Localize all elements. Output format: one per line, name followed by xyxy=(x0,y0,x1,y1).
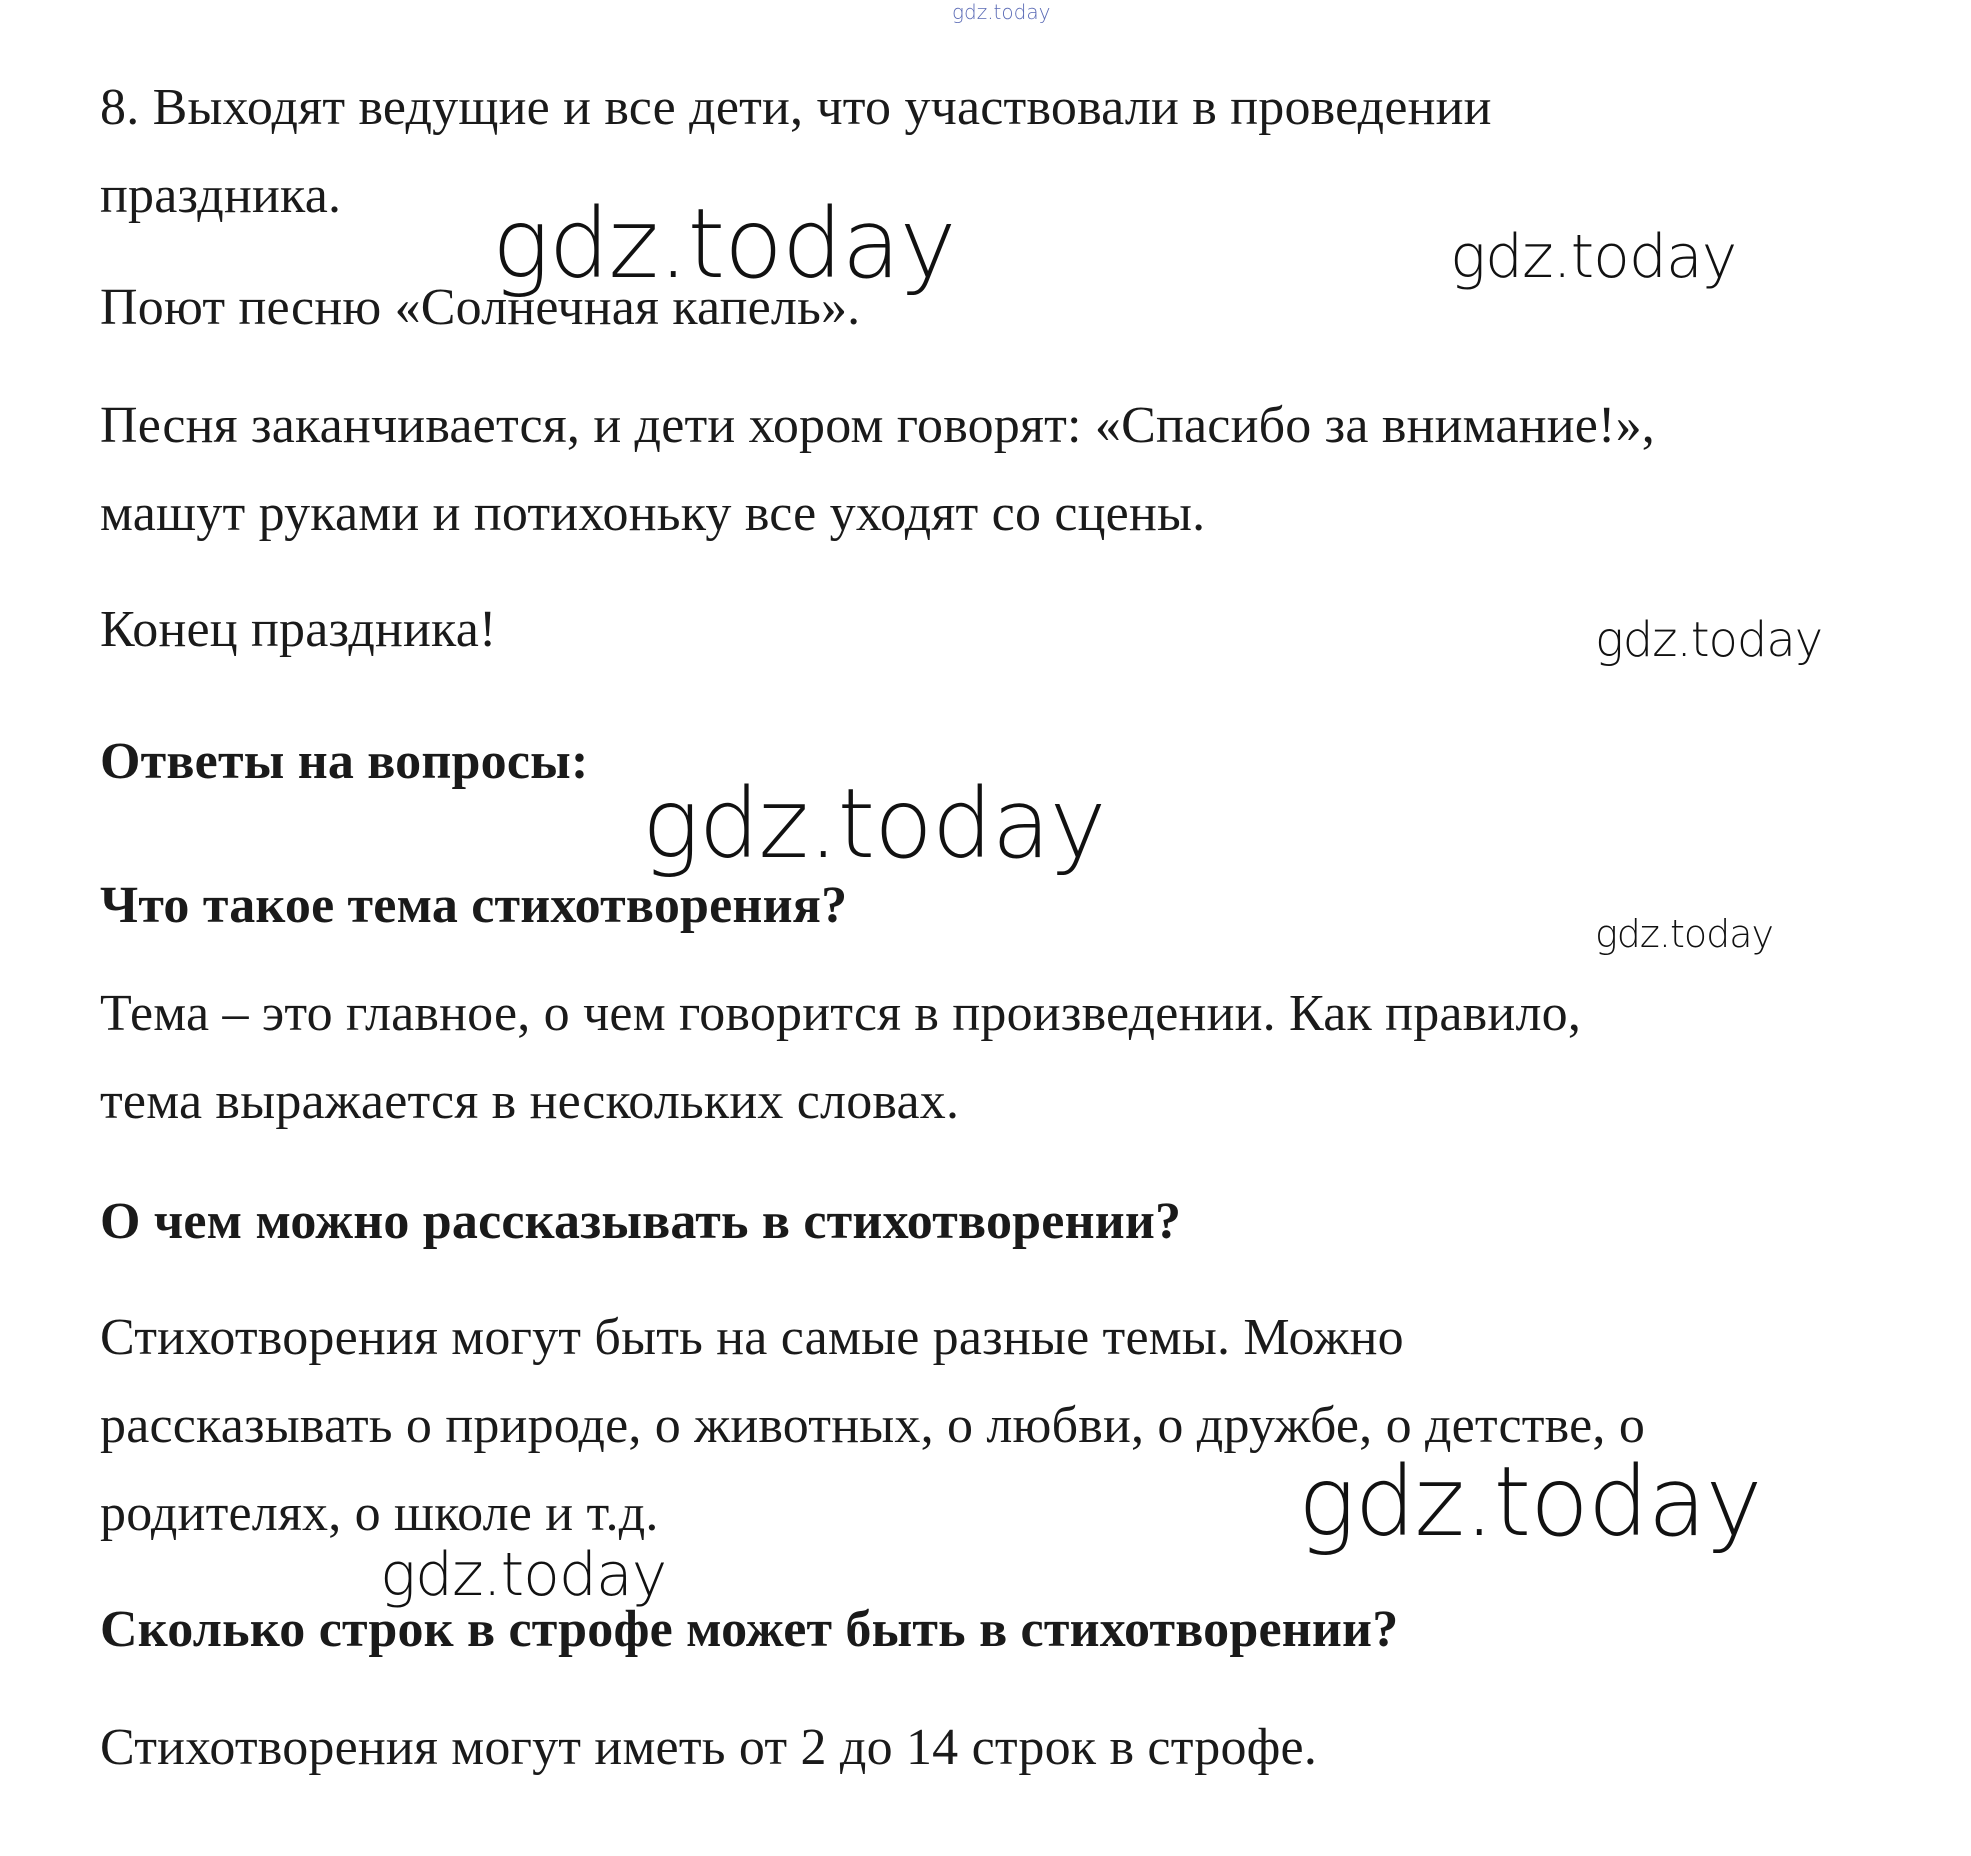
question-heading: Что такое тема стихотворения? xyxy=(100,877,848,934)
paragraph: Конец праздника! xyxy=(100,601,497,658)
question-heading: О чем можно рассказывать в стихотворении? xyxy=(100,1193,1182,1250)
answer-line: Стихотворения могут быть на самые разные темы. Можно xyxy=(100,1309,1404,1366)
section-heading: Ответы на вопросы: xyxy=(100,733,589,790)
watermark: gdz.today xyxy=(1595,612,1823,668)
watermark: gdz.today xyxy=(1450,222,1737,292)
answer-line: Стихотворения могут иметь от 2 до 14 строк в строфе. xyxy=(100,1719,1318,1776)
paragraph-line: праздника. xyxy=(100,167,342,224)
watermark: gdz.today xyxy=(380,1540,667,1610)
paragraph: Поют песню «Солнечная капель». xyxy=(100,279,861,336)
watermark: gdz.today xyxy=(642,768,1106,880)
answer-line: рассказывать о природе, о животных, о любви, о дружбе, о детстве, о xyxy=(100,1397,1646,1454)
answer-line: родителях, о школе и т.д. xyxy=(100,1485,659,1542)
answer-line: Тема – это главное, о чем говорится в произведении. Как правило, xyxy=(100,985,1582,1042)
watermark: gdz.today xyxy=(492,188,956,300)
watermark: gdz.today xyxy=(1595,912,1773,956)
paragraph-line: Песня заканчивается, и дети хором говорят: «Спасибо за внимание!», xyxy=(100,397,1655,454)
watermark: gdz.today xyxy=(1298,1446,1762,1558)
paragraph-line: 8. Выходят ведущие и все дети, что участвовали в проведении xyxy=(100,79,1492,136)
answer-line: тема выражается в нескольких словах. xyxy=(100,1073,960,1130)
question-heading: Сколько строк в строфе может быть в стихотворении? xyxy=(100,1601,1399,1658)
paragraph-line: машут руками и потихоньку все уходят со сцены. xyxy=(100,485,1206,542)
watermark-top: gdz.today xyxy=(952,0,1051,24)
